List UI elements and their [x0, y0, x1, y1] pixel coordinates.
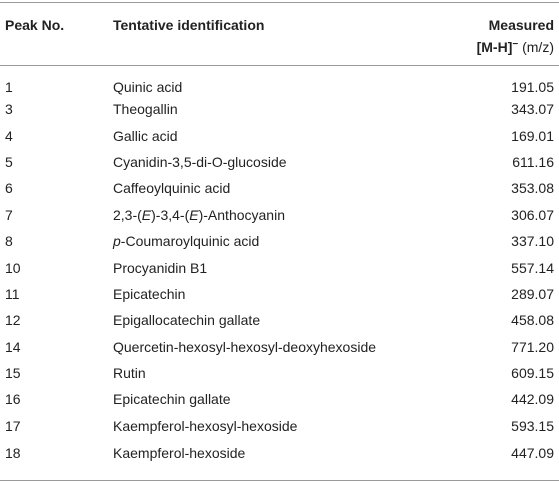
table-row — [0, 307, 559, 333]
measured-mz-cell: 343.07 — [511, 101, 554, 118]
identification-cell — [113, 439, 443, 473]
table-row — [0, 228, 559, 254]
peak-number-cell: 3 — [5, 101, 13, 118]
measured-mz-cell: 447.09 — [511, 445, 554, 462]
measured-mz-cell: 337.10 — [511, 233, 554, 250]
measured-mz-cell: 289.07 — [511, 285, 554, 302]
measured-mz-cell: 557.14 — [511, 259, 554, 276]
identification-cell — [113, 413, 443, 439]
identification-cell — [113, 122, 443, 148]
peak-number-cell: 5 — [5, 153, 13, 170]
identification-text-part: -Coumaroylquinic acid — [120, 233, 260, 250]
peak-number-cell: 10 — [5, 259, 21, 276]
header-mz-charge: − — [512, 39, 519, 50]
peak-number-cell: 1 — [5, 79, 13, 95]
peak-number-cell: 18 — [5, 445, 21, 462]
identification-text-part: Epicatechin — [113, 285, 186, 302]
table-row — [0, 149, 559, 175]
table-row — [0, 281, 559, 307]
measured-mz-cell: 353.08 — [511, 180, 554, 197]
measured-mz-cell: 458.08 — [511, 312, 554, 329]
table-row — [0, 439, 559, 473]
peak-number-cell: 7 — [5, 206, 13, 223]
measured-mz-cell: 191.05 — [511, 79, 554, 95]
identification-cell — [113, 202, 443, 228]
peak-number-cell: 12 — [5, 312, 21, 329]
identification-italic-part: E — [189, 206, 199, 223]
peak-number-cell: 8 — [5, 233, 13, 250]
peak-number-cell: 15 — [5, 365, 21, 382]
identification-text-part: Theogallin — [113, 101, 178, 118]
measured-mz-cell: 169.01 — [511, 127, 554, 144]
identification-cell — [113, 228, 443, 254]
header-mz-unit: (m/z) — [522, 39, 554, 55]
table-row — [0, 334, 559, 360]
identification-cell — [113, 386, 443, 412]
identification-text-part: Caffeoylquinic acid — [113, 180, 231, 197]
identification-italic-part: p — [113, 233, 121, 250]
identification-cell — [113, 175, 443, 201]
header-measured-label: Measured — [488, 17, 554, 33]
measured-mz-cell: 611.16 — [512, 153, 554, 170]
header-peak-no: Peak No. — [5, 17, 65, 33]
measured-mz-cell: 609.15 — [511, 365, 554, 382]
header-mz-base: [M-H] — [476, 39, 513, 55]
header-measured-mz — [443, 3, 559, 66]
peak-number-cell: 17 — [5, 417, 21, 434]
header-mz-formula — [443, 35, 554, 57]
table-row — [0, 96, 559, 122]
table-row — [0, 122, 559, 148]
identification-text-part: Cyanidin-3,5-di-O-glucoside — [113, 153, 287, 170]
table-row — [0, 413, 559, 439]
identification-text-part: Kaempferol-hexosyl-hexoside — [113, 417, 298, 434]
table-row — [0, 175, 559, 201]
identification-text-part: Quinic acid — [113, 79, 183, 95]
identification-text-part: )-3,4-( — [151, 206, 190, 223]
identification-cell — [113, 334, 443, 360]
identification-cell — [113, 149, 443, 175]
identification-text-part: )-Anthocyanin — [198, 206, 285, 223]
identification-cell — [113, 96, 443, 122]
table-body — [0, 66, 559, 474]
identification-text-part: Epicatechin gallate — [113, 391, 231, 408]
peak-number-cell: 16 — [5, 391, 21, 408]
peak-number-cell: 11 — [5, 285, 20, 302]
header-row — [0, 3, 559, 66]
peak-number-cell: 6 — [5, 180, 13, 197]
peak-number-cell: 14 — [5, 338, 21, 355]
table-bottom-rule — [0, 480, 559, 481]
compound-identification-table — [0, 2, 559, 473]
table-header — [0, 3, 559, 66]
table-row — [0, 360, 559, 386]
table-row — [0, 386, 559, 412]
measured-mz-cell: 593.15 — [511, 417, 554, 434]
measured-mz-cell: 771.20 — [511, 338, 554, 355]
measured-mz-cell: 306.07 — [511, 206, 554, 223]
identification-text-part: Rutin — [113, 365, 146, 382]
table-row — [0, 254, 559, 280]
peak-number-cell: 4 — [5, 127, 13, 144]
identification-cell — [113, 254, 443, 280]
identification-cell — [113, 66, 443, 97]
identification-cell — [113, 360, 443, 386]
identification-text-part: 2,3-( — [113, 206, 142, 223]
identification-text-part: Gallic acid — [113, 127, 178, 144]
identification-cell — [113, 281, 443, 307]
table-row — [0, 202, 559, 228]
identification-text-part: Kaempferol-hexoside — [113, 445, 246, 462]
identification-cell — [113, 307, 443, 333]
identification-italic-part: E — [141, 206, 152, 223]
identification-text-part: Quercetin-hexosyl-hexosyl-deoxyhexoside — [113, 338, 377, 355]
header-tentative-identification: Tentative identification — [113, 17, 265, 33]
measured-mz-cell: 442.09 — [511, 391, 554, 408]
identification-text-part: Procyanidin B1 — [113, 259, 208, 276]
identification-text-part: Epigallocatechin gallate — [113, 312, 261, 329]
table-row — [0, 66, 559, 97]
